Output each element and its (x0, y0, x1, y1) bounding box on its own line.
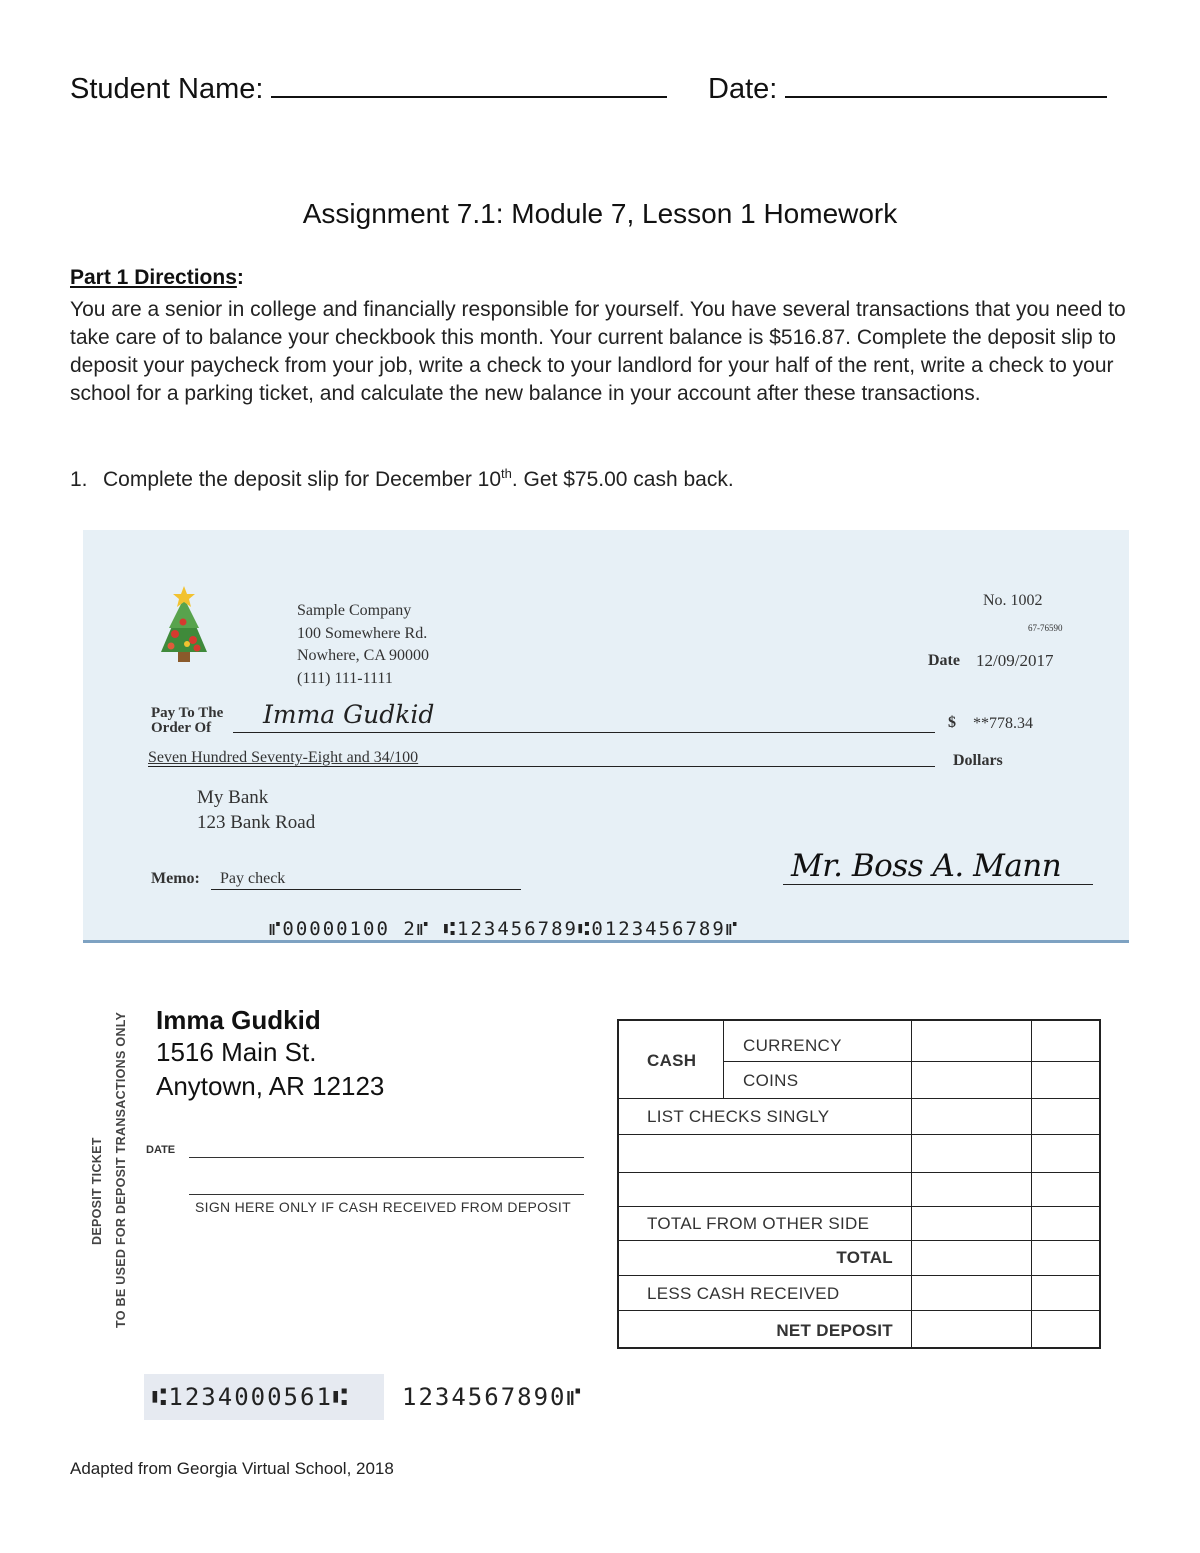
list-checks-amount-cell[interactable] (911, 1099, 1031, 1134)
question-superscript: th (501, 466, 512, 481)
signature: Mr. Boss A. Mann (791, 848, 1062, 884)
check-micr-line: ⑈00000100 2⑈ ⑆123456789⑆0123456789⑈ (269, 918, 740, 940)
question-text-end: . Get $75.00 cash back. (511, 468, 734, 491)
company-city: Nowhere, CA 90000 (297, 647, 429, 664)
total-other-side-row (619, 1207, 1099, 1241)
written-amount-line (148, 766, 935, 767)
sign-here-label: SIGN HERE ONLY IF CASH RECEIVED FROM DEPOSIT (195, 1199, 571, 1215)
cash-block (619, 1021, 1099, 1099)
bank-info (197, 785, 315, 835)
memo-value: Pay check (220, 870, 286, 887)
check-number: No. 1002 (983, 592, 1043, 609)
sample-check (83, 530, 1129, 943)
company-name: Sample Company (297, 602, 412, 619)
date-field[interactable] (785, 70, 1107, 98)
coins-label: COINS (743, 1071, 799, 1090)
question-text-start: Complete the deposit slip for December 10 (103, 468, 502, 491)
student-name-row (70, 70, 667, 106)
list-checks-label: LIST CHECKS SINGLY (647, 1107, 830, 1126)
coins-amount-cell[interactable] (911, 1061, 1031, 1099)
pay-to-label-line1: Pay To The (151, 705, 224, 721)
page-title: Assignment 7.1: Module 7, Lesson 1 Homework (302, 198, 898, 229)
slip-micr-routing: ⑆1234000561⑆ (152, 1383, 350, 1411)
net-deposit-row (619, 1311, 1099, 1349)
deposit-ticket-label: DEPOSIT TICKET (90, 1137, 104, 1245)
date-row (708, 70, 1107, 106)
memo-label: Memo: (151, 870, 200, 887)
less-cash-row (619, 1276, 1099, 1311)
currency-amount-cell[interactable] (911, 1021, 1031, 1061)
bank-address: 123 Bank Road (197, 812, 316, 833)
less-cash-label: LESS CASH RECEIVED (647, 1284, 840, 1303)
routing-fraction: 67-76590 (1028, 623, 1063, 633)
student-name-label: Student Name: (70, 73, 264, 105)
part1-heading-text: Part 1 Directions (70, 266, 237, 289)
check-entry-row-1[interactable] (619, 1135, 1099, 1173)
list-checks-row (619, 1099, 1099, 1135)
deposit-only-label: TO BE USED FOR DEPOSIT TRANSACTIONS ONLY (114, 1011, 128, 1328)
currency-label: CURRENCY (743, 1036, 842, 1055)
net-deposit-label: NET DEPOSIT (776, 1321, 893, 1340)
check-entry-row-2[interactable] (619, 1173, 1099, 1207)
written-amount: Seven Hundred Seventy-Eight and 34/100 (148, 749, 419, 766)
company-phone: (111) 111-1111 (297, 669, 393, 687)
payee-line (233, 732, 935, 733)
total-other-side-label: TOTAL FROM OTHER SIDE (647, 1214, 870, 1233)
question-1 (70, 466, 734, 492)
part1-directions: You are a senior in college and financially responsible for yourself. You have several transactions that you need to take care of to balance your checkbook this month. Your current balance is $516.87. Complete the deposit slip to deposit your paycheck from your job, write a check to your landlord for your half of the rent, write a check to your school for a parking ticket, and calculate the new balance in your account after these transactions. (70, 298, 1126, 405)
company-street: 100 Somewhere Rd. (297, 624, 428, 642)
date-label: Date: (708, 73, 778, 105)
memo-line (211, 889, 521, 890)
total-row (619, 1241, 1099, 1276)
slip-micr-account: 1234567890⑈ (402, 1383, 583, 1411)
total-label: TOTAL (836, 1248, 893, 1267)
depositor-city: Anytown, AR 12123 (156, 1071, 385, 1101)
slip-signature-field[interactable] (189, 1194, 584, 1195)
question-number: 1. (70, 468, 88, 491)
pay-to-label (151, 706, 223, 736)
check-date-label: Date (928, 652, 960, 669)
dollar-sign: $ (948, 714, 956, 731)
part1-heading (70, 266, 244, 290)
christmas-tree-icon (149, 584, 219, 666)
payee-name: Imma Gudkid (263, 700, 435, 729)
student-name-field[interactable] (271, 70, 667, 98)
depositor-name: Imma Gudkid (156, 1005, 321, 1035)
check-amount: **778.34 (973, 715, 1033, 732)
slip-date-label: DATE (146, 1144, 176, 1156)
part1-heading-colon: : (236, 266, 244, 289)
dollars-label: Dollars (953, 752, 1003, 769)
bank-name: My Bank (197, 787, 269, 808)
depositor-street: 1516 Main St. (156, 1037, 317, 1067)
deposit-table (617, 1019, 1101, 1349)
cash-label: CASH (647, 1051, 697, 1070)
company-info (297, 600, 429, 690)
footer-credit: Adapted from Georgia Virtual School, 2018 (70, 1459, 394, 1478)
pay-to-label-line2: Order Of (151, 720, 212, 736)
check-date-value: 12/09/2017 (976, 651, 1054, 670)
signature-line (783, 884, 1093, 885)
slip-date-field[interactable] (189, 1157, 584, 1158)
